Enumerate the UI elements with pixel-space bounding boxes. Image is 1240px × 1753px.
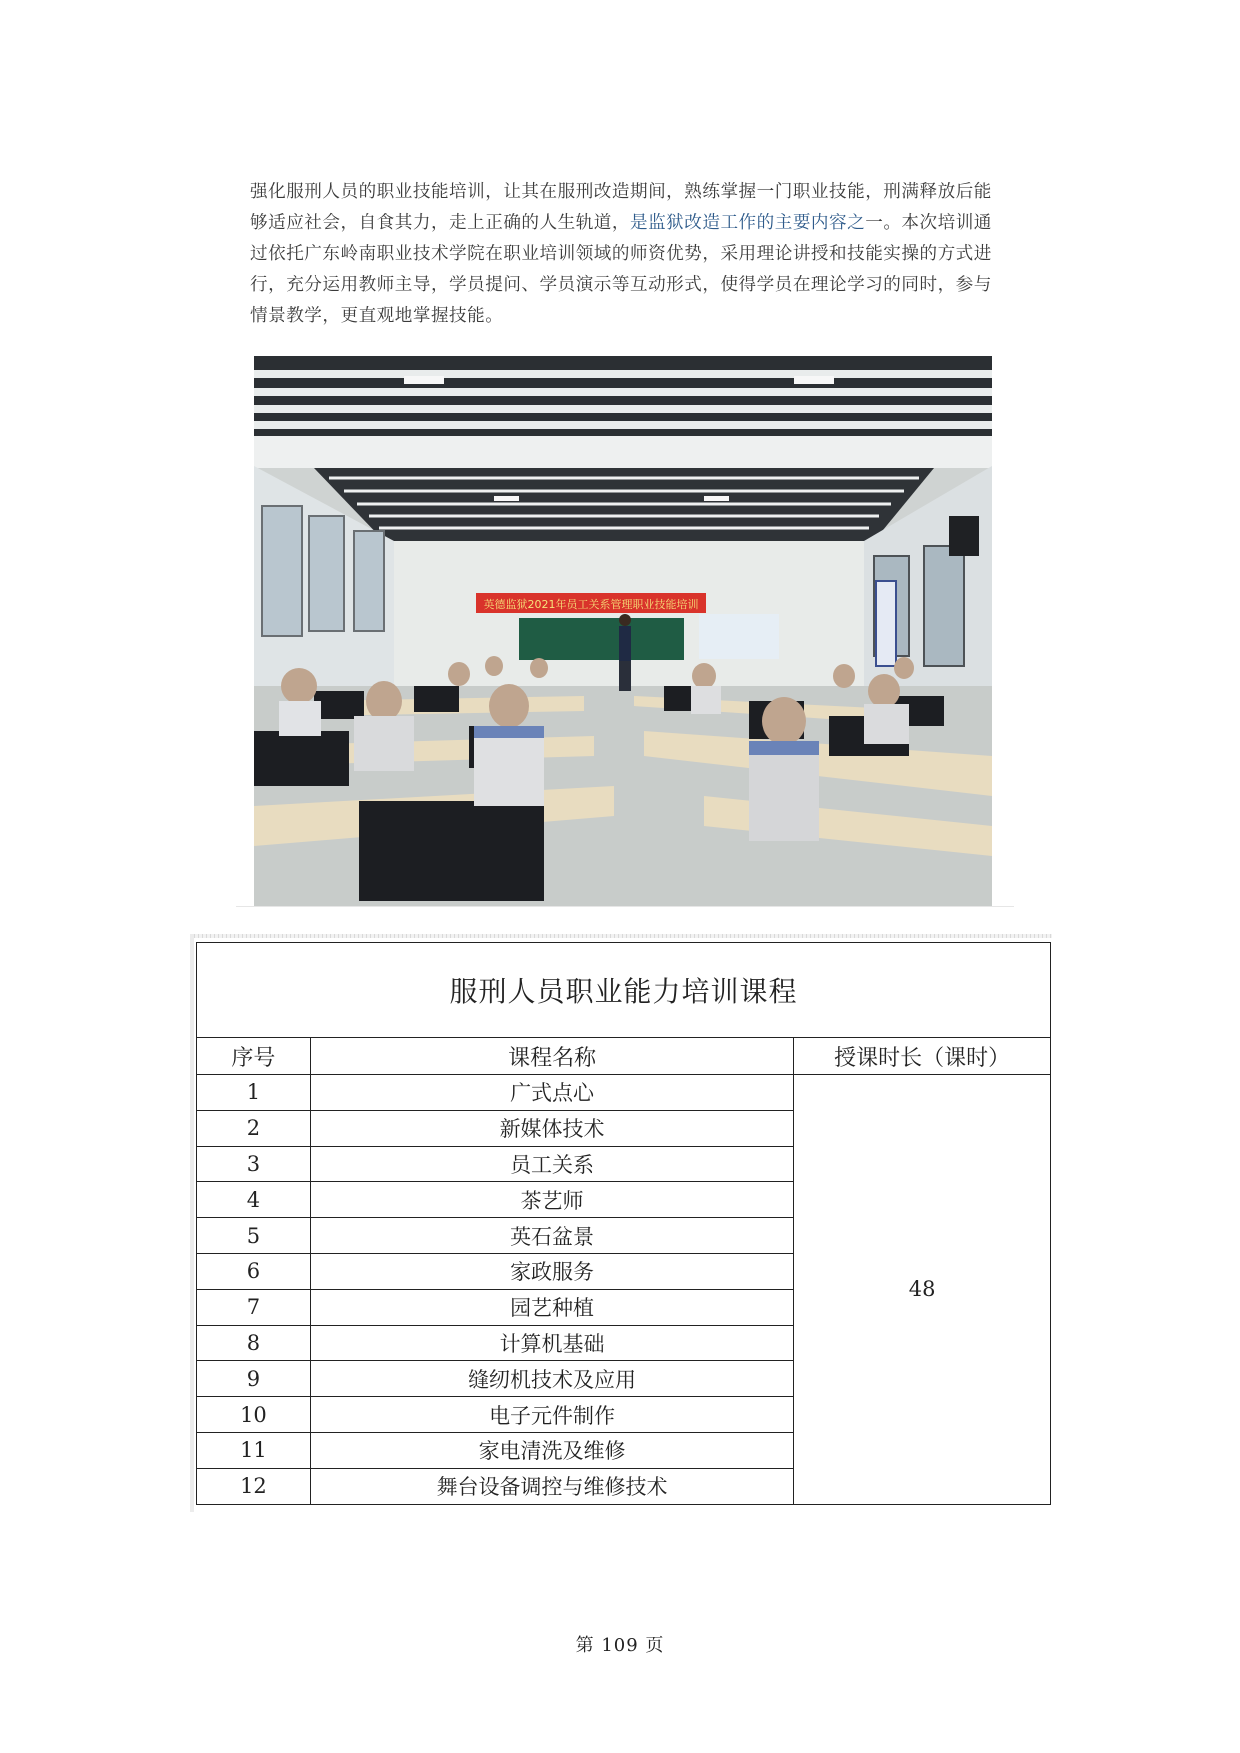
row-num: 8 [197,1325,311,1361]
body-paragraph [250,177,992,332]
course-table [196,942,1051,1505]
row-course: 园艺种植 [310,1289,793,1325]
row-course: 茶艺师 [310,1182,793,1218]
row-num: 2 [197,1110,311,1146]
paragraph-text-b: 一。本次培训通过依托广东岭南职业技术学院在职业培训领域的师资优势，采用理论讲授和技能实操的方式进行，充分运用教师主导，学员提问、学员演示等互动形式，使得学员在理论学习的同时，参与情景教学，更直观地掌握技能。 [250,213,992,326]
hours-cell: 48 [794,1075,1051,1505]
row-course: 广式点心 [310,1075,793,1111]
page-number: 第 109 页 [575,1635,665,1656]
paragraph-text-a: 强化服刑人员的职业技能培训，让其在服刑改造期间，熟练掌握一门职业技能，刑满释放后能够适应社会，自食其力，走上正确的人生轨道， [250,182,992,233]
row-course: 新媒体技术 [310,1110,793,1146]
sheet-edge-top [190,934,1052,938]
sheet-edge-left [190,934,194,1512]
row-num: 9 [197,1361,311,1397]
row-course: 英石盆景 [310,1218,793,1254]
row-course: 家政服务 [310,1253,793,1289]
photo-divider [236,906,1014,907]
table-title: 服刑人员职业能力培训课程 [197,943,1051,1038]
row-course: 家电清洗及维修 [310,1432,793,1468]
row-course: 舞台设备调控与维修技术 [310,1468,793,1504]
row-num: 12 [197,1468,311,1504]
classroom-photo [254,356,992,906]
header-course: 课程名称 [310,1038,793,1075]
row-course: 员工关系 [310,1146,793,1182]
row-course: 缝纫机技术及应用 [310,1361,793,1397]
table-row [197,1075,1051,1111]
row-num: 10 [197,1397,311,1433]
row-num: 6 [197,1253,311,1289]
table-header-row [197,1038,1051,1075]
banner-text: 英德监狱2021年员工关系管理职业技能培训 [483,598,699,611]
paragraph-text-highlight: 是监狱改造工作的主要内容之 [629,213,866,233]
header-num: 序号 [197,1038,311,1075]
row-course: 计算机基础 [310,1325,793,1361]
row-num: 1 [197,1075,311,1111]
row-num: 11 [197,1432,311,1468]
row-num: 5 [197,1218,311,1254]
row-num: 7 [197,1289,311,1325]
row-num: 4 [197,1182,311,1218]
row-num: 3 [197,1146,311,1182]
row-course: 电子元件制作 [310,1397,793,1433]
header-hours: 授课时长（课时） [794,1038,1051,1075]
